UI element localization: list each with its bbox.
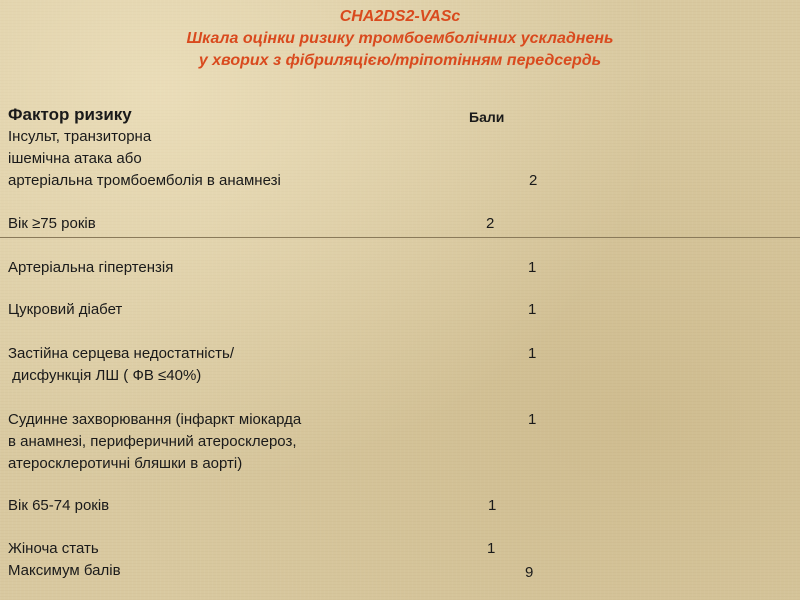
maximum-score-label: Максимум балів [8,562,121,579]
factor-diabetes: Цукровий діабет [8,301,123,318]
points-vascular-disease: 1 [528,411,537,428]
points-heart-failure: 1 [528,345,537,362]
factor-hypertension: Артеріальна гіпертензія [8,259,174,276]
factor-age-75-plus: Вік ≥75 років [8,215,96,232]
factor-stroke-line-3: артеріальна тромбоемболія в анамнезі [8,172,281,189]
factor-vascular-disease-line-1: Судинне захворювання (інфаркт міокарда [8,411,302,428]
points-hypertension: 1 [528,259,537,276]
divider-line [0,237,800,238]
points-age-75-plus: 2 [486,215,495,232]
title-score-name: CHA2DS2-VASc [339,8,461,25]
factor-vascular-disease-line-2: в анамнезі, периферичний атеросклероз, [8,433,297,450]
points-stroke: 2 [529,172,538,189]
factor-heart-failure-line-1: Застійна серцева недостатність/ [8,345,234,362]
factor-stroke-line-1: Інсульт, транзиторна [8,128,152,145]
points-diabetes: 1 [528,301,537,318]
factor-female-sex: Жіноча стать [8,540,99,557]
title-scale-description: Шкала оцінки ризику тромбоемболічних ускладнень [186,30,614,47]
factor-stroke-line-2: ішемічна атака або [8,150,142,167]
points-female-sex: 1 [487,540,496,557]
column-header-risk-factor: Фактор ризику [8,105,132,124]
factor-age-65-74: Вік 65-74 років [8,497,110,514]
factor-vascular-disease-line-3: атеросклеротичні бляшки в аорті) [8,455,243,472]
factor-heart-failure-line-2: дисфункція ЛШ ( ФВ ≤40%) [8,367,202,384]
slide-title [0,6,800,72]
title-patient-group: у хворих з фібриляцією/тріпотінням передсердь [198,52,602,69]
column-header-points: Бали [469,109,505,125]
maximum-score-value: 9 [525,564,534,581]
points-age-65-74: 1 [488,497,497,514]
